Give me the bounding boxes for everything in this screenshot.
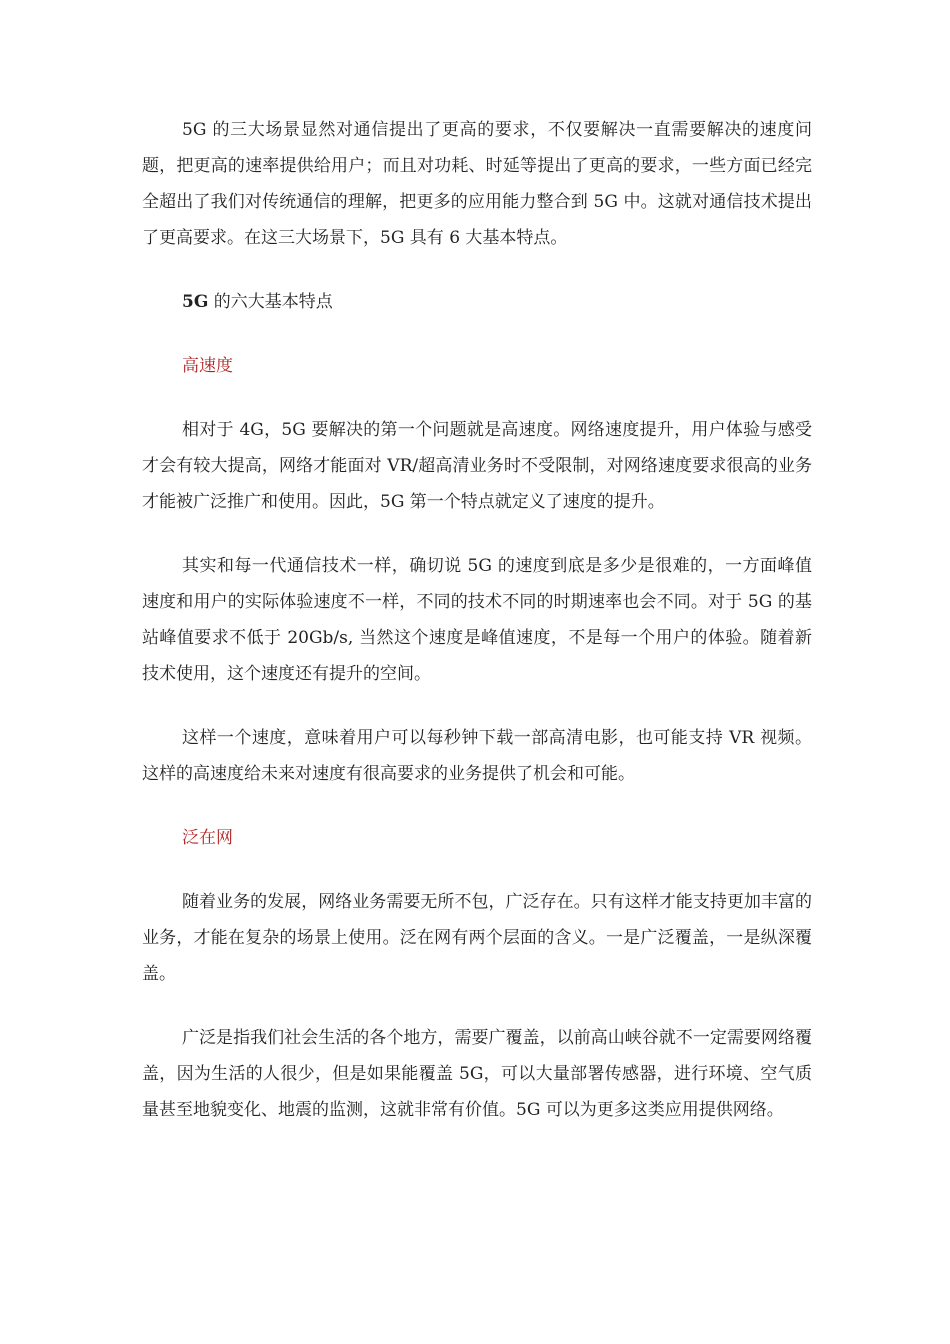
spacer	[142, 384, 812, 412]
section-heading-main	[142, 284, 812, 320]
heading-main-rest: 的六大基本特点	[208, 292, 333, 312]
spacer	[142, 856, 812, 884]
subheading-ubiquitous-network: 泛在网	[182, 828, 233, 848]
document-page	[142, 112, 812, 1128]
paragraph-speed-3: 这样一个速度，意味着用户可以每秒钟下载一部高清电影，也可能支持 VR 视频。这样的高速度给未来对速度有很高要求的业务提供了机会和可能。	[142, 728, 812, 784]
spacer	[142, 992, 812, 1020]
spacer	[142, 792, 812, 820]
spacer	[142, 692, 812, 720]
paragraph-ubiquitous-1: 随着业务的发展，网络业务需要无所不包，广泛存在。只有这样才能支持更加丰富的业务，才能在复杂的场景上使用。泛在网有两个层面的含义。一是广泛覆盖，一是纵深覆盖。	[142, 892, 812, 984]
paragraph-intro: 5G 的三大场景显然对通信提出了更高的要求，不仅要解决一直需要解决的速度问题，把更高的速率提供给用户；而且对功耗、时延等提出了更高的要求，一些方面已经完全超出了我们对传统通信的理解，把更多的应用能力整合到 5G 中。这就对通信技术提出了更高要求。在这三大场景下，5G 具有 6 大基本特点。	[142, 120, 812, 248]
spacer	[142, 256, 812, 284]
heading-main-prefix: 5G	[182, 292, 209, 312]
spacer	[142, 320, 812, 348]
paragraph-speed-1: 相对于 4G，5G 要解决的第一个问题就是高速度。网络速度提升，用户体验与感受才会有较大提高，网络才能面对 VR/超高清业务时不受限制，对网络速度要求很高的业务才能被广泛推广和使用。因此，5G 第一个特点就定义了速度的提升。	[142, 420, 812, 512]
spacer	[142, 520, 812, 548]
paragraph-ubiquitous-2: 广泛是指我们社会生活的各个地方，需要广覆盖，以前高山峡谷就不一定需要网络覆盖，因为生活的人很少，但是如果能覆盖 5G，可以大量部署传感器，进行环境、空气质量甚至地貌变化、地震的监测，这就非常有价值。5G 可以为更多这类应用提供网络。	[142, 1028, 812, 1120]
subheading-high-speed: 高速度	[182, 356, 233, 376]
paragraph-speed-2: 其实和每一代通信技术一样，确切说 5G 的速度到底是多少是很难的，一方面峰值速度和用户的实际体验速度不一样，不同的技术不同的时期速率也会不同。对于 5G 的基站峰值要求不低于 20Gb/s, 当然这个速度是峰值速度，不是每一个用户的体验。随着新技术使用，这个速度还有提升的空间。	[142, 556, 812, 684]
